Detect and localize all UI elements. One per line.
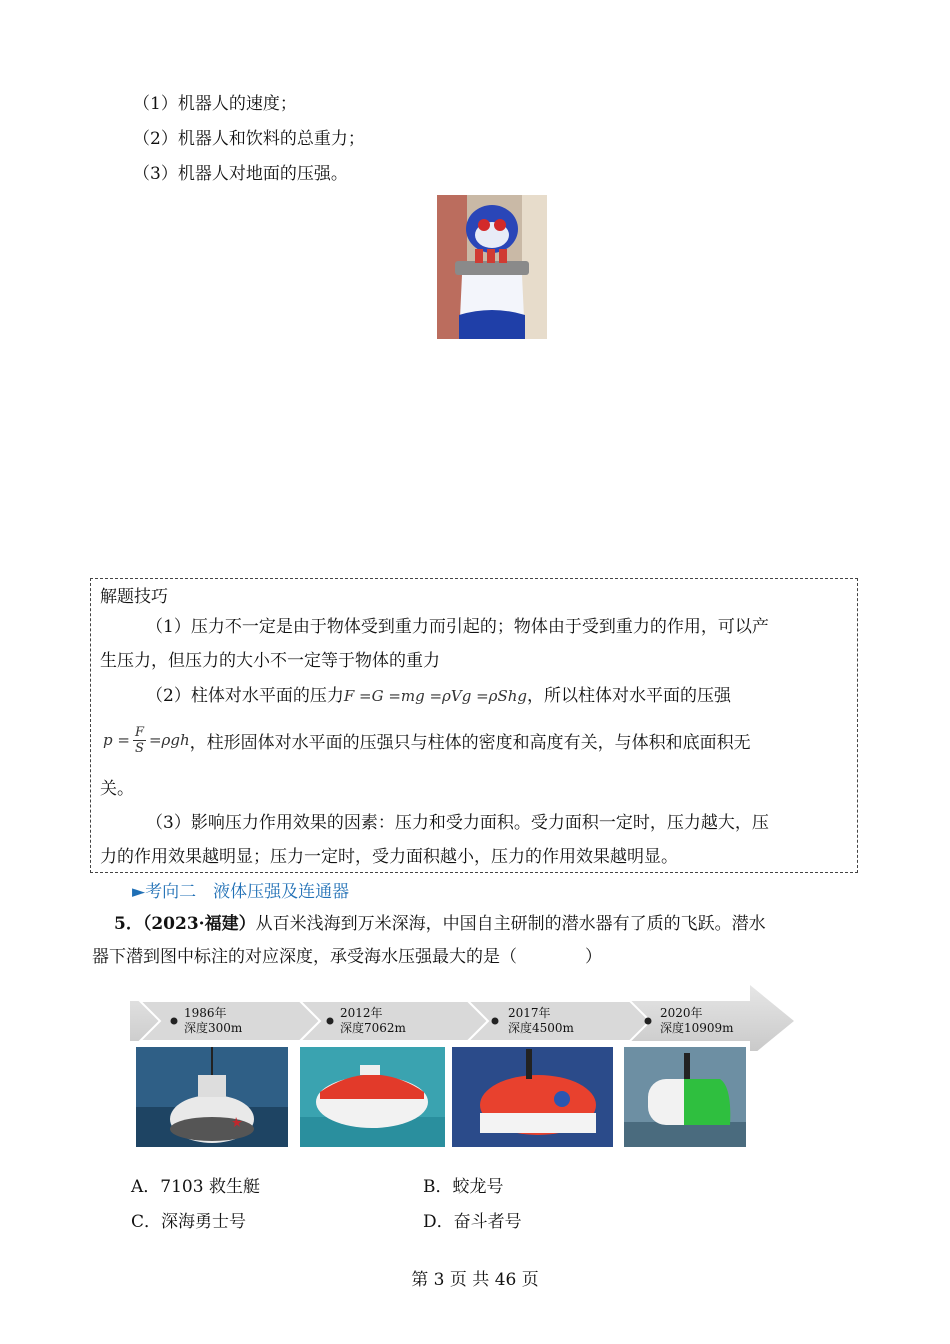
tip-2-line-1 <box>146 685 731 707</box>
option-a[interactable]: A．7103 救生艇 <box>131 1177 260 1197</box>
section-title: 考向二 液体压强及连通器 <box>145 882 350 902</box>
tip-1-line-2: 生压力，但压力的大小不一定等于物体的重力 <box>100 651 440 671</box>
section-marker-icon: ► <box>132 882 146 902</box>
timeline-year: 2012年 <box>340 1006 383 1020</box>
timeline-item-2 <box>340 1006 406 1036</box>
photo-rescue-boat-7103 <box>136 1047 288 1147</box>
question-5-text-1: 从百米浅海到万米深海，中国自主研制的潜水器有了质的飞跃。潜水 <box>255 914 766 934</box>
question-5-line-2: 器下潜到图中标注的对应深度，承受海水压强最大的是（ ） <box>92 947 602 967</box>
timeline-year: 1986年 <box>184 1006 227 1020</box>
question-5-source: （2023·福建） <box>142 914 256 934</box>
formula-fraction <box>133 725 146 756</box>
timeline-depth: 深度10909m <box>660 1021 734 1035</box>
tip-2-suffix: ，所以柱体对水平面的压强 <box>527 686 731 706</box>
timeline-depth: 深度7062m <box>340 1021 406 1035</box>
tip-2-prefix: （2）柱体对水平面的压力 <box>146 686 344 706</box>
formula-rest: =ρgh <box>148 731 190 749</box>
formula-pressure <box>103 718 751 762</box>
tip-2-line-2: ，柱形固体对水平面的压强只与柱体的密度和高度有关，与体积和底面积无 <box>189 732 751 753</box>
option-b[interactable]: B．蛟龙号 <box>423 1177 504 1197</box>
formula-pressure-force: F =G =mg =ρVg =ρShg <box>343 687 527 705</box>
timeline-item-3 <box>508 1006 574 1036</box>
photo-jiaolong <box>300 1047 445 1147</box>
option-c[interactable]: C．深海勇士号 <box>131 1212 247 1232</box>
photo-deep-sea-warrior <box>452 1047 613 1147</box>
timeline-depth: 深度4500m <box>508 1021 574 1035</box>
question-1: （1）机器人的速度； <box>133 94 297 114</box>
tip-1-line-1: （1）压力不一定是由于物体受到重力而引起的；物体由于受到重力的作用，可以产 <box>146 617 769 637</box>
tip-3-line-1: （3）影响压力作用效果的因素：压力和受力面积。受力面积一定时，压力越大，压 <box>146 813 769 833</box>
timeline-item-4 <box>660 1006 734 1036</box>
option-d[interactable]: D．奋斗者号 <box>423 1212 522 1232</box>
formula-numerator: F <box>134 724 144 740</box>
question-2: （2）机器人和饮料的总重力； <box>133 129 365 149</box>
timeline-depth: 深度300m <box>184 1021 243 1035</box>
photo-fendouzhe <box>624 1047 746 1147</box>
question-5-line-1 <box>92 913 766 935</box>
timeline-item-1 <box>184 1006 242 1036</box>
question-3: （3）机器人对地面的压强。 <box>133 164 348 184</box>
tip-3-line-2: 力的作用效果越明显；压力一定时，受力面积越小，压力的作用效果越明显。 <box>100 847 678 867</box>
tip-2-line-3: 关。 <box>100 779 134 799</box>
timeline-year: 2017年 <box>508 1006 551 1020</box>
question-5-number: 5． <box>114 914 143 934</box>
robot-image <box>437 195 547 339</box>
formula-denominator: S <box>135 740 144 756</box>
page-footer: 第 3 页 共 46 页 <box>411 1270 539 1290</box>
timeline-year: 2020年 <box>660 1006 703 1020</box>
formula-p: p = <box>103 731 130 749</box>
section-heading <box>132 877 349 902</box>
tips-title: 解题技巧 <box>100 587 168 607</box>
